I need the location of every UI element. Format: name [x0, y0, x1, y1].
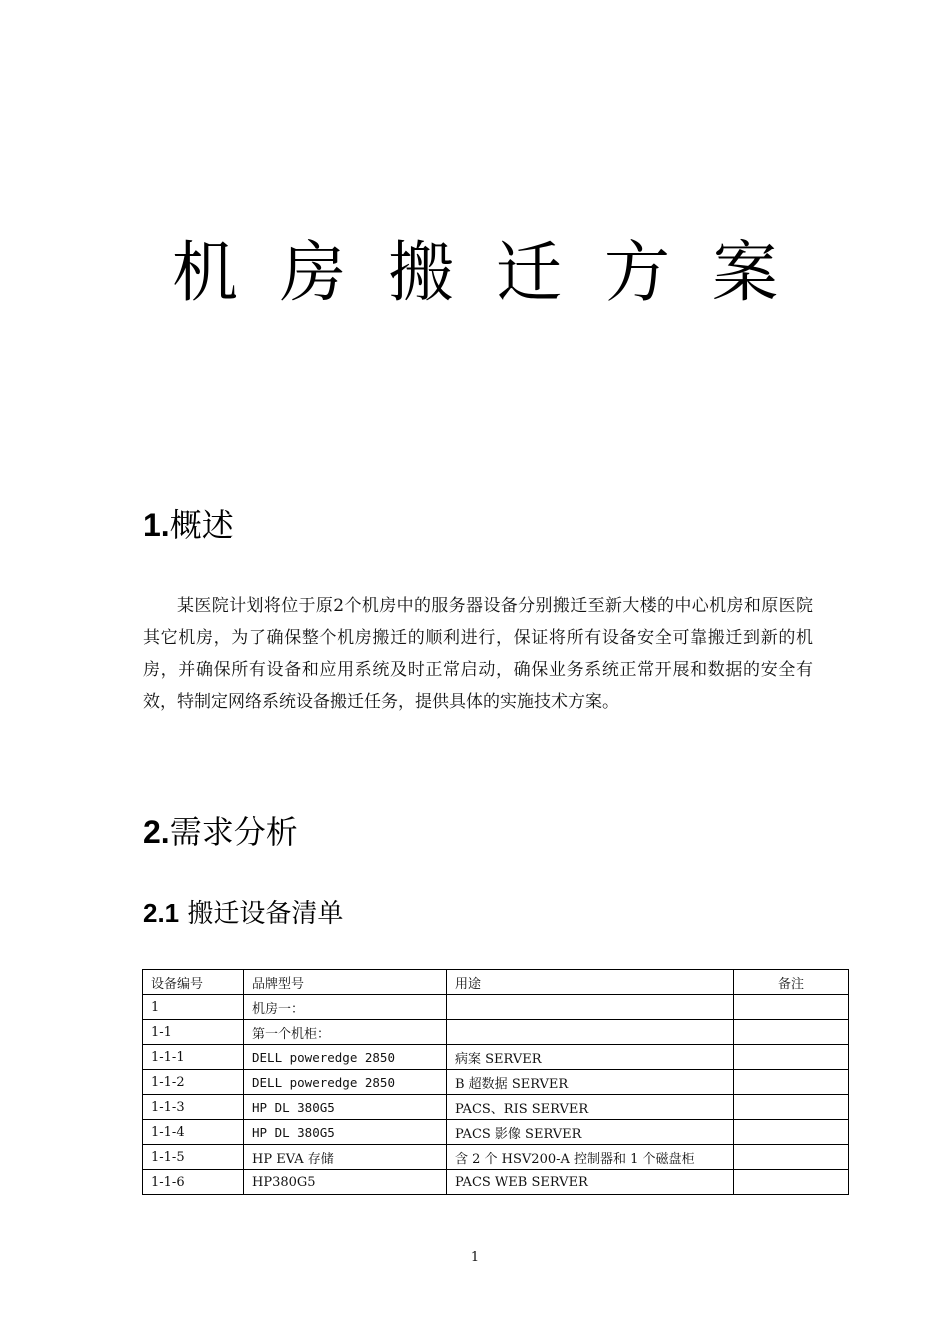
- cell-model: HP DL 380G5: [244, 1120, 447, 1145]
- table-row: [143, 1070, 849, 1095]
- cell-usage: PACS 影像 SERVER: [447, 1120, 734, 1145]
- subsection-number: 2.1: [143, 898, 180, 928]
- header-cell-notes: 备注: [734, 970, 849, 995]
- cell-notes: [734, 995, 849, 1020]
- section-heading-requirements: [143, 812, 298, 852]
- cell-model: HP380G5: [244, 1170, 447, 1195]
- cell-usage: 病案 SERVER: [447, 1045, 734, 1070]
- cell-id: 1-1-6: [143, 1170, 244, 1195]
- cell-id: 1-1-1: [143, 1045, 244, 1070]
- section-number: 2.: [143, 814, 170, 850]
- cell-notes: [734, 1170, 849, 1195]
- table-row: [143, 1020, 849, 1045]
- section-number: 1.: [143, 507, 170, 543]
- cell-id: 1-1-5: [143, 1145, 244, 1170]
- cell-model: HP EVA 存储: [244, 1145, 447, 1170]
- cell-model: HP DL 380G5: [244, 1095, 447, 1120]
- document-title: 机房搬迁方案: [172, 234, 820, 311]
- cell-id: 1-1-2: [143, 1070, 244, 1095]
- subsection-heading-equipment-list: [143, 896, 343, 931]
- cell-usage: PACS、RIS SERVER: [447, 1095, 734, 1120]
- table-row: [143, 1120, 849, 1145]
- page-number: 1: [470, 1250, 480, 1265]
- cell-model: DELL poweredge 2850: [244, 1070, 447, 1095]
- cell-id: 1-1: [143, 1020, 244, 1045]
- table-row: [143, 1045, 849, 1070]
- cell-notes: [734, 1120, 849, 1145]
- cell-notes: [734, 1145, 849, 1170]
- section-title: 需求分析: [169, 813, 298, 851]
- section-title: 概述: [169, 506, 234, 544]
- cell-usage: [447, 995, 734, 1020]
- table-row: [143, 1095, 849, 1120]
- table-row: [143, 1170, 849, 1195]
- cell-usage: 含 2 个 HSV200-A 控制器和 1 个磁盘柜: [447, 1145, 734, 1170]
- table-row: [143, 1145, 849, 1170]
- cell-notes: [734, 1095, 849, 1120]
- cell-usage: [447, 1020, 734, 1045]
- cell-id: 1: [143, 995, 244, 1020]
- overview-paragraph: 某医院计划将位于原2个机房中的服务器设备分别搬迁至新大楼的中心机房和原医院其它机房，为了确保整个机房搬迁的顺利进行，保证将所有设备安全可靠搬迁到新的机房，并确保所有设备和应用系统及时正常启动，确保业务系统正常开展和数据的安全有效，特制定网络系统设备搬迁任务，提供具体的实施技术方案。: [143, 596, 813, 712]
- cell-notes: [734, 1020, 849, 1045]
- section-heading-overview: [143, 505, 234, 545]
- header-cell-usage: 用途: [447, 970, 734, 995]
- table-header-row: [143, 970, 849, 995]
- cell-usage: B 超数据 SERVER: [447, 1070, 734, 1095]
- header-cell-model: 品牌型号: [244, 970, 447, 995]
- table-row: [143, 995, 849, 1020]
- cell-usage: PACS WEB SERVER: [447, 1170, 734, 1195]
- cell-id: 1-1-3: [143, 1095, 244, 1120]
- cell-notes: [734, 1070, 849, 1095]
- cell-id: 1-1-4: [143, 1120, 244, 1145]
- header-cell-id: 设备编号: [143, 970, 244, 995]
- equipment-table: [142, 969, 849, 1195]
- cell-model: 第一个机柜：: [244, 1020, 447, 1045]
- subsection-title: 搬迁设备清单: [179, 899, 344, 929]
- cell-model: 机房一：: [244, 995, 447, 1020]
- cell-notes: [734, 1045, 849, 1070]
- cell-model: DELL poweredge 2850: [244, 1045, 447, 1070]
